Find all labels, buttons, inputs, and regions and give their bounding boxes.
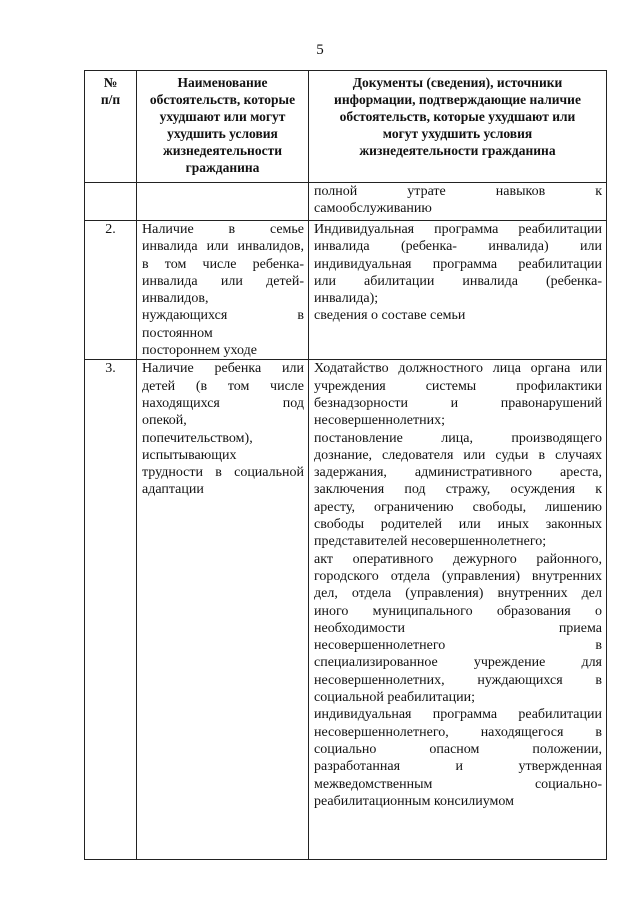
header-line: информации, подтверждающие наличие [334, 92, 581, 107]
text-line: необходимости приема [314, 620, 602, 636]
text-line: инвалида (ребенка- инвалида) или [314, 239, 602, 255]
text-line: задержания, административного ареста, [314, 465, 602, 481]
text-line: инвалидов, [142, 291, 209, 307]
header-line: жизнедеятельности [163, 143, 282, 158]
header-line: ухудшают или могут [159, 109, 286, 124]
text-line: или абилитации инвалида (ребенка- [314, 273, 602, 289]
header-line: могут ухудшить условия [382, 126, 533, 141]
text-line: трудности в социальной [142, 465, 304, 481]
text-line: социальной реабилитации; [314, 690, 475, 706]
documents-cell [309, 221, 607, 360]
text-line: постановление лица, производящего [314, 430, 602, 446]
text-line: Индивидуальная программа реабилитации [314, 222, 602, 237]
text-line: межведомственным социально- [314, 776, 602, 792]
header-docs [309, 71, 607, 183]
text-line: индивидуальная программа реабилитации [314, 256, 602, 272]
header-line: ухудшить условия [167, 126, 278, 141]
text-line: дознание, следователя или судьи в случаях [314, 447, 602, 463]
header-line: обстоятельств, которые ухудшают или [339, 109, 576, 124]
header-line: обстоятельств, которые [149, 92, 296, 107]
header-line: жизнедеятельности гражданина [359, 143, 556, 158]
text-line: находящихся под [142, 395, 304, 411]
header-line: гражданина [185, 160, 260, 175]
text-line: самообслуживанию [314, 201, 432, 217]
table-row [85, 360, 607, 860]
text-line: заключения под стражу, осуждения к [314, 482, 602, 498]
header-line: Документы (сведения), источники [352, 75, 563, 90]
text-line: полной утрате навыков к [314, 184, 602, 199]
text-line: Наличие ребенка или [142, 361, 304, 377]
circumstance-cell [137, 360, 309, 860]
text-line: постоянном [142, 325, 213, 341]
page-number: 5 [316, 42, 324, 58]
text-line: попечительством), [142, 430, 253, 446]
text-line: инвалида); [314, 291, 379, 307]
text-line: Ходатайство должностного лица органа или [314, 361, 602, 377]
text-line: безнадзорности и правонарушений [314, 395, 602, 411]
text-line: учреждения системы профилактики [314, 378, 602, 394]
documents-cell [309, 183, 607, 221]
header-name [137, 71, 309, 183]
text-line: разработанная и утвержденная [314, 759, 602, 775]
text-line: реабилитационным консилиумом [314, 793, 514, 809]
circumstance-cell [137, 221, 309, 360]
documents-cell [309, 360, 607, 860]
text-line: акт оперативного дежурного районного, [314, 551, 602, 567]
row-number: 2. [85, 221, 137, 360]
header-line: п/п [100, 92, 121, 107]
text-line: сведения о составе семьи [314, 308, 466, 324]
header-line: № [103, 75, 118, 90]
text-line: постороннем уходе [142, 343, 257, 359]
text-line: несовершеннолетних, нуждающихся в [314, 672, 602, 688]
text-line: свободы родителей или иных законных [314, 517, 602, 533]
text-line: Наличие в семье [142, 222, 304, 237]
text-line: адаптации [142, 482, 204, 498]
text-line: детей (в том числе [142, 378, 304, 394]
text-line: нуждающихся в [142, 308, 304, 324]
text-line: несовершеннолетнего в [314, 638, 602, 654]
text-line: специализированное учреждение для [314, 655, 602, 671]
text-line: индивидуальная программа реабилитации [314, 707, 602, 723]
table-header-row [85, 71, 607, 183]
row-number: 3. [85, 360, 137, 860]
text-line: опекой, [142, 413, 187, 429]
text-line: испытывающих [142, 447, 237, 463]
text-line: социально опасном положении, [314, 741, 602, 757]
text-line: несовершеннолетних; [314, 413, 445, 429]
table-row [85, 183, 607, 221]
document-table [84, 70, 607, 860]
text-line: инвалида или детей- [142, 273, 304, 289]
row-number [85, 183, 137, 221]
text-line: дел, отдела (управления) внутренних дел [314, 586, 602, 602]
text-line: инвалида или инвалидов, [142, 239, 304, 255]
text-line: иного муниципального образования о [314, 603, 602, 619]
header-num [85, 71, 137, 183]
text-line: несовершеннолетнего, находящегося в [314, 724, 602, 740]
text-line: в том числе ребенка- [142, 256, 304, 272]
table-row [85, 221, 607, 360]
text-line: городского отдела (управления) внутренних [314, 568, 602, 584]
text-line: аресту, ограничению свободы, лишению [314, 499, 602, 515]
text-line: представителей несовершеннолетнего; [314, 534, 547, 550]
header-line: Наименование [177, 75, 268, 90]
circumstance-cell [137, 183, 309, 221]
